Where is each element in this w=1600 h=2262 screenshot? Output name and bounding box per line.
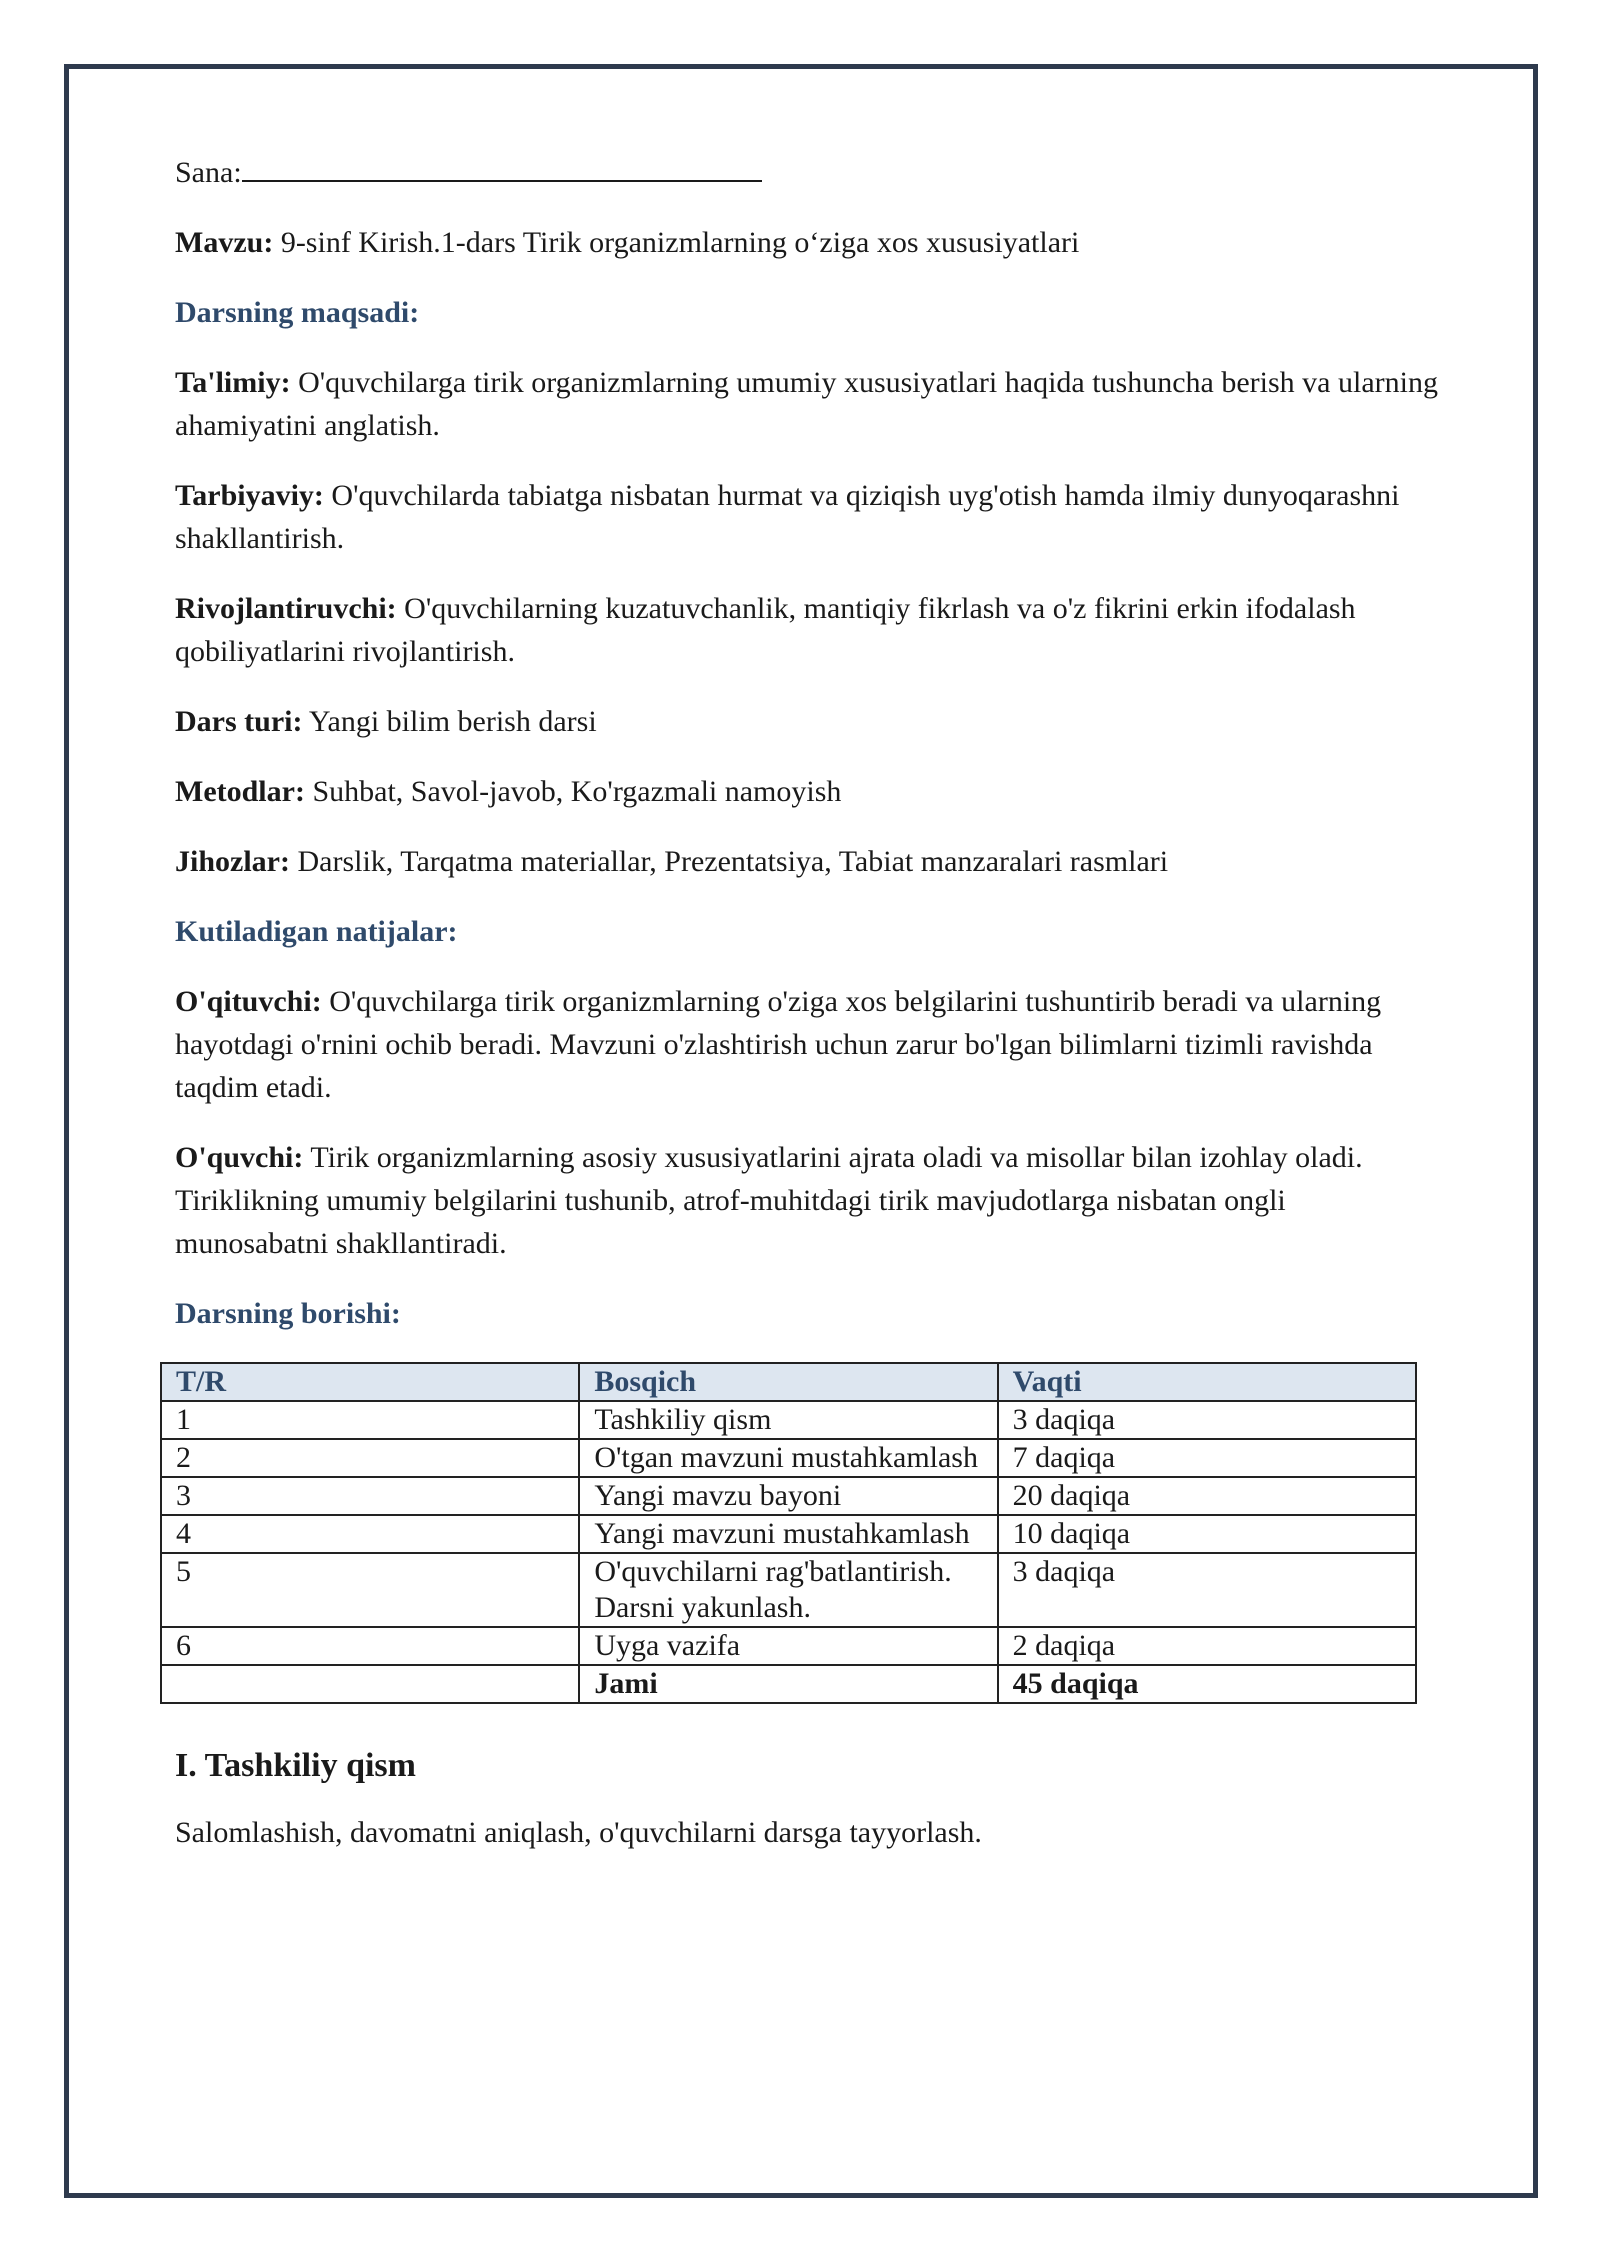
table-row — [161, 1627, 1416, 1665]
tarbiyaviy-paragraph — [175, 474, 1445, 560]
lesson-plan-table — [160, 1362, 1417, 1704]
dars-turi-text: Yangi bilim berish darsi — [302, 705, 597, 738]
talimiy-paragraph — [175, 361, 1445, 447]
cell-number: 6 — [161, 1627, 579, 1665]
cell-stage: Yangi mavzu bayoni — [579, 1477, 997, 1515]
total-label: Jami — [579, 1665, 997, 1703]
maqsad-heading: Darsning maqsadi: — [175, 296, 420, 329]
tarbiyaviy-text: O'quvchilarda tabiatga nisbatan hurmat va qiziqish uyg'otish hamda ilmiy dunyoqarashni shakllantirish. — [175, 479, 1400, 555]
header-bosqich: Bosqich — [579, 1363, 997, 1401]
table-row — [161, 1401, 1416, 1439]
borishi-heading: Darsning borishi: — [175, 1297, 401, 1330]
cell-number: 4 — [161, 1515, 579, 1553]
cell-time: 2 daqiqa — [998, 1627, 1416, 1665]
oquvchi-label: O'quvchi: — [175, 1141, 304, 1174]
table-total-row — [161, 1665, 1416, 1703]
cell-stage: O'quvchilarni rag'batlantirish. Darsni yakunlash. — [579, 1553, 997, 1627]
cell-time: 7 daqiqa — [998, 1439, 1416, 1477]
table-row — [161, 1477, 1416, 1515]
talimiy-label: Ta'limiy: — [175, 366, 291, 399]
total-time: 45 daqiqa — [998, 1665, 1416, 1703]
jihozlar-label: Jihozlar: — [175, 845, 290, 878]
cell-stage: Yangi mavzuni mustahkamlash — [579, 1515, 997, 1553]
mavzu-paragraph — [175, 221, 1445, 264]
table-row — [161, 1515, 1416, 1553]
cell-stage: Uyga vazifa — [579, 1627, 997, 1665]
natijalar-heading: Kutiladigan natijalar: — [175, 915, 458, 948]
oquvchi-text: Tirik organizmlarning asosiy xususiyatlarini ajrata oladi va misollar bilan izohlay oladi. Tiriklikning umumiy belgilarini tushunib, atrof-muhitdagi tirik mavjudotlarga nisbatan ongli munosabatni shakllantiradi. — [175, 1141, 1363, 1260]
table-row — [161, 1439, 1416, 1477]
mavzu-text: 9-sinf Kirish.1-dars Tirik organizmlarning o‘ziga xos xususiyatlari — [273, 226, 1080, 259]
table-row — [161, 1553, 1416, 1627]
table-header-row — [161, 1363, 1416, 1401]
cell-time: 3 daqiqa — [998, 1553, 1416, 1627]
mavzu-label: Mavzu: — [175, 226, 274, 259]
sana-blank-line — [242, 150, 762, 182]
section1-title: I. Tashkiliy qism — [175, 1747, 416, 1784]
cell-time: 10 daqiqa — [998, 1515, 1416, 1553]
cell-number: 2 — [161, 1439, 579, 1477]
dars-turi-label: Dars turi: — [175, 705, 303, 738]
cell-number: 1 — [161, 1401, 579, 1439]
header-tr: T/R — [161, 1363, 579, 1401]
oqituvchi-paragraph — [175, 980, 1445, 1109]
cell-stage: Tashkiliy qism — [579, 1401, 997, 1439]
header-vaqti: Vaqti — [998, 1363, 1416, 1401]
cell-time: 3 daqiqa — [998, 1401, 1416, 1439]
rivojlantiruvchi-paragraph — [175, 587, 1445, 673]
cell-number: 3 — [161, 1477, 579, 1515]
section1-text: Salomlashish, davomatni aniqlash, o'quvchilarni darsga tayyorlash. — [175, 1816, 982, 1849]
metodlar-label: Metodlar: — [175, 775, 305, 808]
jihozlar-text: Darslik, Tarqatma materiallar, Prezentatsiya, Tabiat manzaralari rasmlari — [289, 845, 1169, 878]
dars-turi-paragraph — [175, 700, 1445, 743]
sana-label: Sana: — [175, 156, 242, 189]
cell-time: 20 daqiqa — [998, 1477, 1416, 1515]
tarbiyaviy-label: Tarbiyaviy: — [175, 479, 324, 512]
talimiy-text: O'quvchilarga tirik organizmlarning umumiy xususiyatlari haqida tushuncha berish va ularning ahamiyatini anglatish. — [175, 366, 1438, 442]
cell-number: 5 — [161, 1553, 579, 1627]
document-content — [175, 150, 1445, 1881]
oqituvchi-label: O'qituvchi: — [175, 985, 322, 1018]
oqituvchi-text: O'quvchilarga tirik organizmlarning o'ziga xos belgilarini tushuntirib beradi va ularning hayotdagi o'rnini ochib beradi. Mavzuni o'zlashtirish uchun zarur bo'lgan bilimlarni tizimli ravishda taqdim etadi. — [175, 985, 1382, 1104]
oquvchi-paragraph — [175, 1136, 1445, 1265]
rivojlantiruvchi-label: Rivojlantiruvchi: — [175, 592, 397, 625]
metodlar-text: Suhbat, Savol-javob, Ko'rgazmali namoyish — [304, 775, 842, 808]
jihozlar-paragraph — [175, 840, 1445, 883]
sana-field — [175, 150, 1445, 194]
metodlar-paragraph — [175, 770, 1445, 813]
rivojlantiruvchi-text: O'quvchilarning kuzatuvchanlik, mantiqiy fikrlash va o'z fikrini erkin ifodalash qobiliyatlarini rivojlantirish. — [175, 592, 1356, 668]
total-empty-cell — [161, 1665, 579, 1703]
cell-stage: O'tgan mavzuni mustahkamlash — [579, 1439, 997, 1477]
